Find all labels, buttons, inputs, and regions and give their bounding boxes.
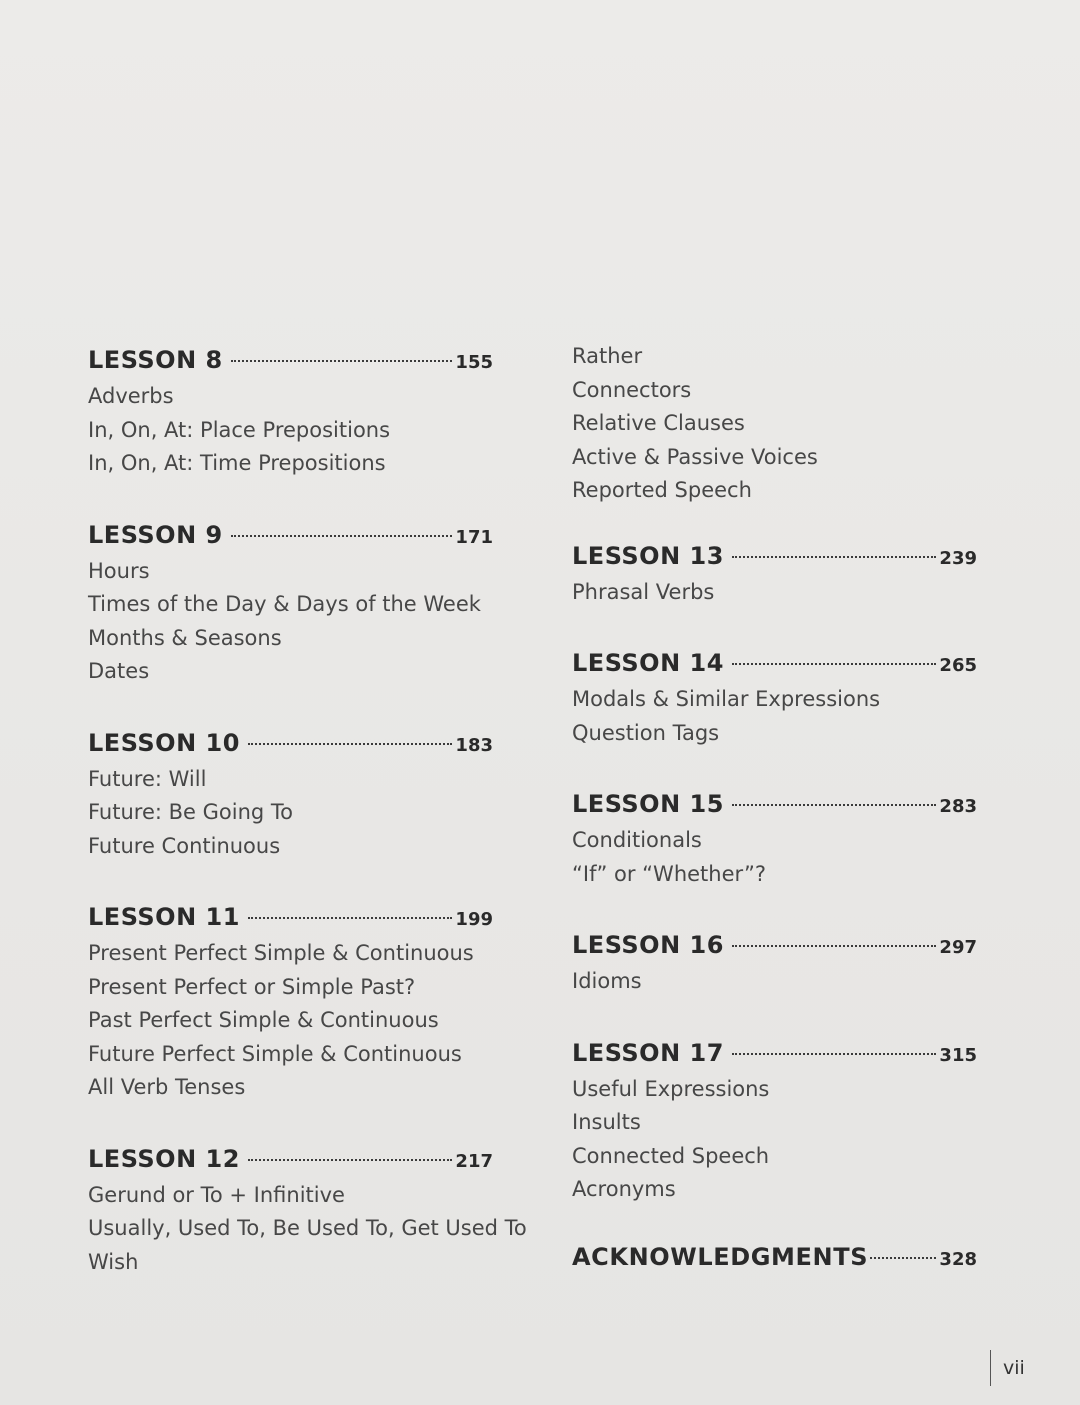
page-number: 239 xyxy=(939,547,977,569)
lesson-title: LESSON 17 xyxy=(572,1038,724,1067)
topic-item: In, On, At: Place Prepositions xyxy=(88,417,391,442)
topic-item: Dates xyxy=(88,659,150,683)
toc-lesson-14 xyxy=(572,643,977,750)
dot-leader xyxy=(248,1159,453,1161)
topic-item: Usually, Used To, Be Used To, Get Used To xyxy=(88,1216,527,1240)
dot-leader xyxy=(732,663,937,665)
topic-item: Modals & Similar Expressions xyxy=(572,687,881,711)
topic-item: All Verb Tenses xyxy=(88,1075,246,1099)
lesson-title: ACKNOWLEDGMENTS xyxy=(572,1242,869,1271)
page-number: 171 xyxy=(455,526,493,548)
lesson-title: LESSON 16 xyxy=(572,931,724,959)
topic-item: Present Perfect or Simple Past? xyxy=(88,974,416,999)
page-number: 283 xyxy=(939,796,977,817)
topic-item: Times of the Day & Days of the Week xyxy=(88,592,481,616)
topic-item: In, On, At: Time Prepositions xyxy=(88,451,386,475)
dot-leader xyxy=(248,743,453,745)
page-number: 183 xyxy=(455,734,493,756)
toc-lesson-13 xyxy=(572,536,977,610)
lesson-title: LESSON 13 xyxy=(572,541,724,570)
topic-item: Connectors xyxy=(572,377,692,402)
topic-item: Question Tags xyxy=(572,720,720,745)
topic-item: Future: Will xyxy=(88,766,207,791)
dot-leader xyxy=(870,1257,936,1259)
toc-entry xyxy=(88,723,493,763)
toc-entry xyxy=(572,643,977,683)
page-number: 297 xyxy=(939,937,977,958)
folio-rule xyxy=(990,1350,991,1386)
topic-item: Future Continuous xyxy=(88,833,281,858)
topic-item: Future Perfect Simple & Continuous xyxy=(88,1041,462,1066)
toc-entry xyxy=(572,1033,977,1073)
page-number: 199 xyxy=(455,909,493,930)
topic-item: Connected Speech xyxy=(572,1143,770,1168)
page-number: 328 xyxy=(939,1248,977,1270)
toc-lesson-8 xyxy=(88,340,493,481)
page-number: 265 xyxy=(939,655,977,676)
dot-leader xyxy=(732,556,937,558)
topic-item: Acronyms xyxy=(572,1177,676,1201)
topic-item: Relative Clauses xyxy=(572,411,745,435)
toc-lesson-9 xyxy=(88,515,493,689)
lesson-title: LESSON 12 xyxy=(88,1144,240,1173)
toc-entry xyxy=(572,536,977,576)
toc-entry xyxy=(88,340,493,380)
topic-item: Gerund or To + Infinitive xyxy=(88,1182,345,1207)
toc-lesson-10 xyxy=(88,723,493,864)
page-number: 155 xyxy=(455,352,493,373)
page-number: 315 xyxy=(939,1044,977,1066)
toc-entry xyxy=(88,1139,493,1179)
toc-lesson-17 xyxy=(572,1033,977,1207)
lesson-title: LESSON 14 xyxy=(572,649,724,677)
lesson-title: LESSON 15 xyxy=(572,790,724,818)
dot-leader xyxy=(732,945,937,947)
toc-entry xyxy=(572,925,977,965)
toc-lesson-11 xyxy=(88,897,493,1105)
toc-entry xyxy=(572,1237,977,1277)
toc-acknowledgments xyxy=(572,1237,977,1277)
topic-item: Idioms xyxy=(572,969,642,993)
dot-leader xyxy=(231,535,453,537)
toc-entry xyxy=(572,784,977,824)
topic-item: Phrasal Verbs xyxy=(572,579,715,604)
toc-left-column xyxy=(88,340,527,1313)
topic-item: Past Perfect Simple & Continuous xyxy=(88,1008,439,1032)
dot-leader xyxy=(248,917,453,919)
lesson-title: LESSON 10 xyxy=(88,728,240,757)
topic-item: Rather xyxy=(572,344,643,368)
toc-continued-topics xyxy=(572,340,977,508)
topic-item: Hours xyxy=(88,558,150,583)
topic-item: Future: Be Going To xyxy=(88,800,294,824)
page-number: 217 xyxy=(455,1150,493,1172)
toc-lesson-16 xyxy=(572,925,977,999)
lesson-title: LESSON 11 xyxy=(88,903,240,931)
page-folio xyxy=(990,1350,1025,1386)
toc-right-column xyxy=(572,340,977,1311)
dot-leader xyxy=(231,360,453,362)
dot-leader xyxy=(732,804,937,806)
toc-entry xyxy=(88,897,493,937)
topic-item: Conditionals xyxy=(572,828,702,852)
lesson-title: LESSON 9 xyxy=(88,520,223,549)
topic-item: Useful Expressions xyxy=(572,1076,770,1101)
topic-item: Active & Passive Voices xyxy=(572,444,818,469)
topic-item: Insults xyxy=(572,1110,641,1134)
toc-lesson-15 xyxy=(572,784,977,891)
folio-number: vii xyxy=(1003,1357,1025,1379)
lesson-title: LESSON 8 xyxy=(88,346,223,374)
toc-entry xyxy=(88,515,493,555)
topic-item: Present Perfect Simple & Continuous xyxy=(88,941,474,965)
dot-leader xyxy=(732,1053,937,1055)
topic-item: Reported Speech xyxy=(572,478,752,502)
topic-item: Adverbs xyxy=(88,384,174,408)
topic-item: Months & Seasons xyxy=(88,625,282,650)
topic-item: Wish xyxy=(88,1249,139,1274)
toc-lesson-12 xyxy=(88,1139,527,1280)
topic-item: “If” or “Whether”? xyxy=(572,861,767,886)
